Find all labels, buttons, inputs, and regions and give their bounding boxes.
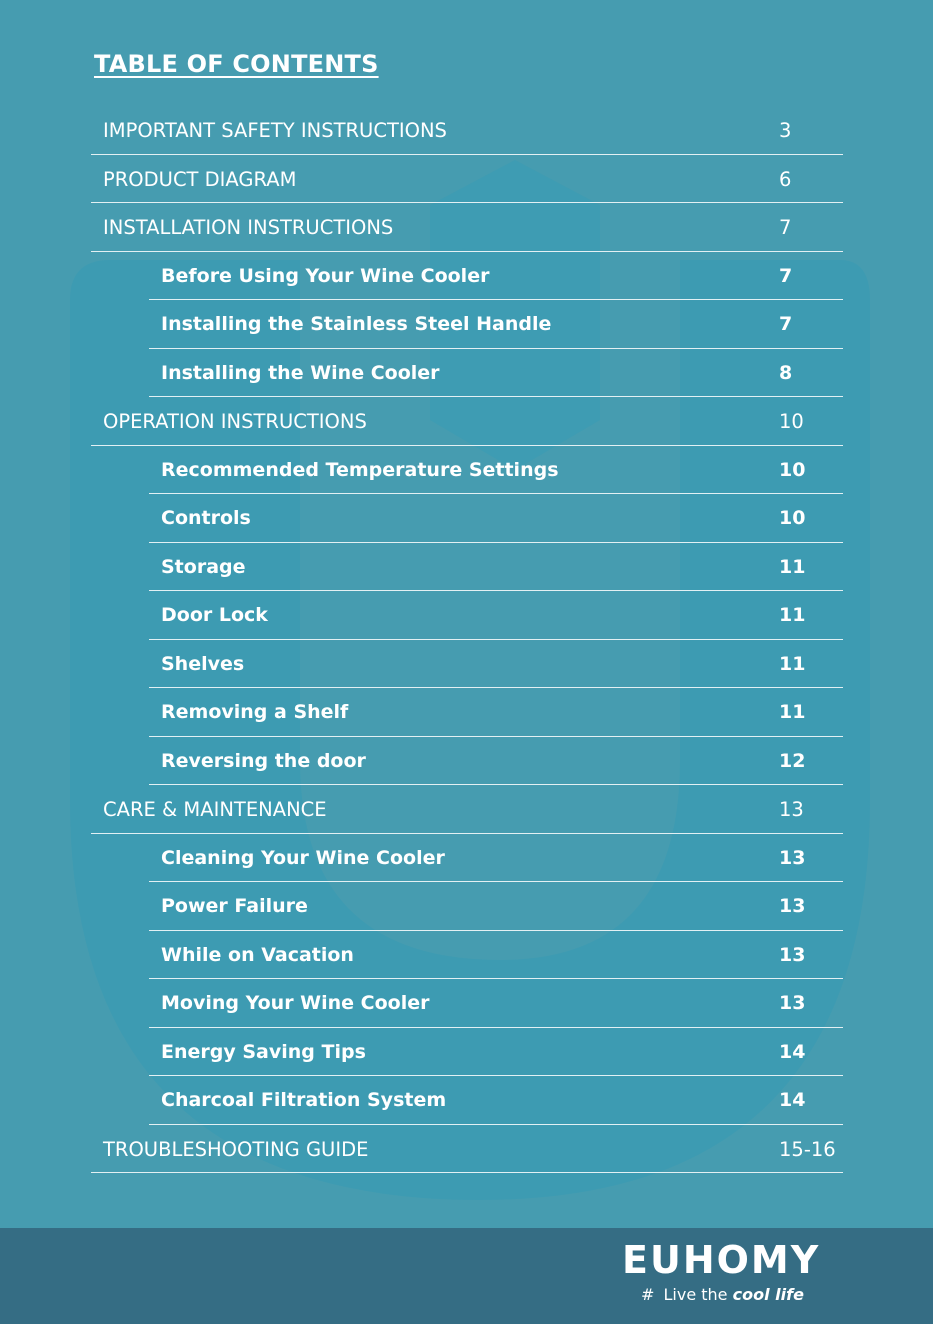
toc-entry-label: Installing the Wine Cooler	[161, 361, 440, 384]
toc-entry-label: Installing the Stainless Steel Handle	[161, 313, 552, 335]
toc-page-number: 3	[779, 119, 792, 142]
toc-subsection-row[interactable]	[91, 543, 843, 592]
toc-entry-label: TROUBLESHOOTING GUIDE	[103, 1137, 369, 1161]
toc-entry-label: Charcoal Filtration System	[161, 1089, 447, 1111]
toc-entry-label: Controls	[161, 507, 251, 529]
brand-name: EUHOMY	[622, 1238, 821, 1282]
toc-entry-label: Cleaning Your Wine Cooler	[161, 846, 445, 869]
toc-subsection-row[interactable]	[91, 300, 843, 349]
toc-page-number: 11	[779, 604, 806, 626]
toc-subsection-row[interactable]	[91, 979, 843, 1028]
toc-subsection-row[interactable]	[91, 640, 843, 689]
toc-subsection-row[interactable]	[91, 1028, 843, 1077]
toc-page-number: 7	[779, 264, 793, 287]
toc-subsection-row[interactable]	[91, 737, 843, 786]
brand-tagline	[641, 1285, 804, 1304]
tagline-hash: #	[641, 1285, 655, 1304]
tagline-emphasis: cool life	[732, 1285, 804, 1304]
toc-subsection-row[interactable]	[91, 252, 843, 301]
toc-subsection-row[interactable]	[91, 931, 843, 980]
toc-subsection-row[interactable]	[91, 591, 843, 640]
toc-page-number: 14	[779, 1089, 806, 1111]
tagline-text: Live the	[663, 1285, 728, 1304]
toc-page-number: 6	[779, 167, 792, 191]
toc-section-row[interactable]	[91, 1125, 843, 1174]
toc-subsection-row[interactable]	[91, 882, 843, 931]
toc-page-number: 13	[779, 992, 806, 1014]
toc-section-row[interactable]	[91, 785, 843, 834]
table-of-contents	[91, 106, 843, 1173]
toc-entry-label: Shelves	[161, 652, 245, 675]
toc-entry-label: IMPORTANT SAFETY INSTRUCTIONS	[103, 119, 447, 142]
toc-page-number: 10	[779, 458, 806, 481]
toc-entry-label: OPERATION INSTRUCTIONS	[103, 410, 367, 433]
toc-page-number: 7	[779, 313, 793, 335]
toc-subsection-row[interactable]	[91, 1076, 843, 1125]
toc-entry-label: Storage	[161, 555, 246, 578]
toc-page-number: 13	[779, 798, 804, 821]
toc-page-number: 10	[779, 410, 804, 433]
toc-subsection-row[interactable]	[91, 834, 843, 883]
toc-subsection-row[interactable]	[91, 446, 843, 495]
toc-page-number: 11	[779, 555, 806, 578]
toc-page-number: 13	[779, 846, 806, 869]
toc-entry-label: Removing a Shelf	[161, 701, 349, 723]
toc-entry-label: INSTALLATION INSTRUCTIONS	[103, 216, 394, 239]
toc-section-row[interactable]	[91, 155, 843, 204]
toc-page-number: 8	[779, 361, 793, 384]
toc-subsection-row[interactable]	[91, 494, 843, 543]
toc-page-number: 10	[779, 507, 806, 529]
brand-logo	[622, 1238, 844, 1282]
toc-page-number: 7	[779, 216, 792, 239]
toc-page-number: 13	[779, 895, 806, 917]
toc-entry-label: Moving Your Wine Cooler	[161, 992, 430, 1014]
toc-page-number: 11	[779, 701, 806, 723]
page-title: TABLE OF CONTENTS	[94, 50, 379, 78]
toc-page-number: 14	[779, 1040, 806, 1063]
toc-section-row[interactable]	[91, 106, 843, 155]
toc-entry-label: Door Lock	[161, 604, 268, 626]
toc-entry-label: Power Failure	[161, 895, 308, 917]
toc-page-number: 11	[779, 652, 806, 675]
toc-entry-label: CARE & MAINTENANCE	[103, 798, 327, 821]
toc-page-number: 13	[779, 943, 806, 966]
toc-section-row[interactable]	[91, 397, 843, 446]
toc-entry-label: Reversing the door	[161, 749, 366, 772]
toc-entry-label: Recommended Temperature Settings	[161, 458, 559, 481]
toc-entry-label: Before Using Your Wine Cooler	[161, 264, 490, 287]
toc-subsection-row[interactable]	[91, 349, 843, 398]
toc-page-number: 12	[779, 749, 806, 772]
toc-section-row[interactable]	[91, 203, 843, 252]
toc-entry-label: PRODUCT DIAGRAM	[103, 167, 297, 191]
toc-entry-label: Energy Saving Tips	[161, 1040, 366, 1063]
toc-entry-label: While on Vacation	[161, 943, 354, 966]
toc-page-number: 15-16	[779, 1137, 836, 1161]
toc-subsection-row[interactable]	[91, 688, 843, 737]
